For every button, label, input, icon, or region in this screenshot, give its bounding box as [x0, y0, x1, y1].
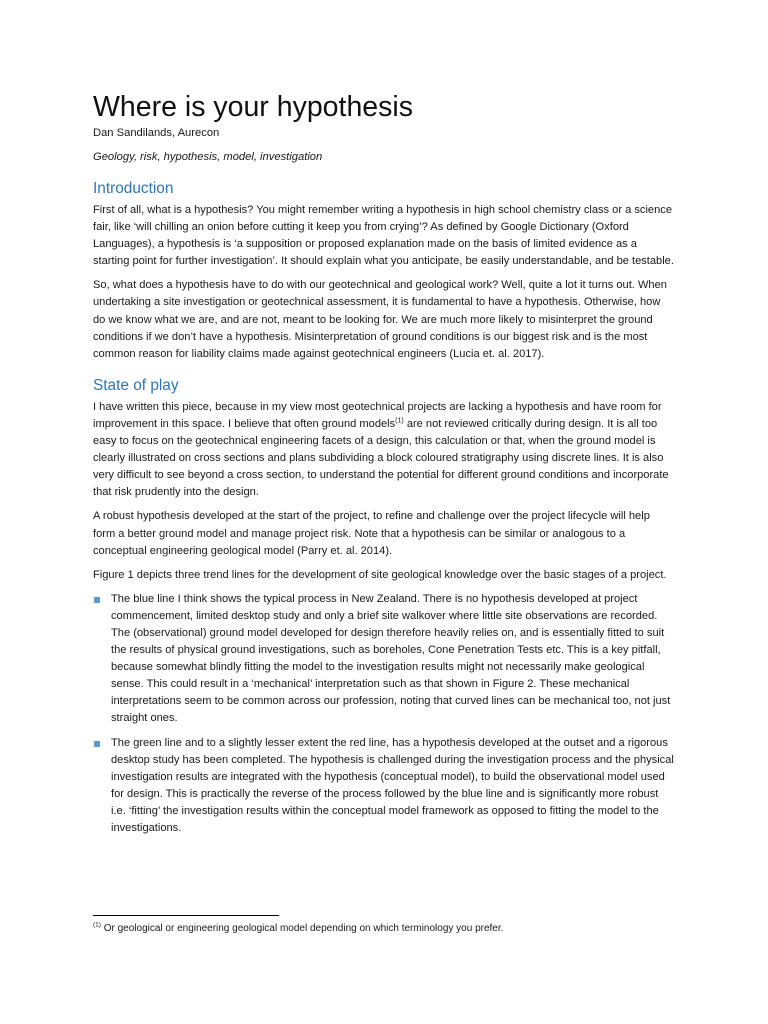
keywords-line: Geology, risk, hypothesis, model, investigation — [93, 151, 323, 163]
bullet-text: The blue line I think shows the typical process in New Zealand. There is no hypothesis developed at project commencement, limited desktop study and only a brief site walkover where little site observations are recorded. The (observational) ground model developed for design therefore heavily relies on, and is essentially fitted to suit the results of physical ground investigations, such as boreholes, Cone Penetration Tests etc. This is a key pitfall, because somewhat blindly fitting the model to the investigation results might not necessarily make geological sense. This could result in a ‘mechanical’ interpretation such as that shown in Figure 2. These mechanical interpretations seem to be common across our profession, noting that curved lines can be mechanical too, not just straight ones. — [111, 592, 671, 725]
square-bullet-icon — [94, 741, 100, 747]
state-paragraph-2: A robust hypothesis developed at the start of the project, to refine and challenge over the project lifecycle will help form a better ground model and manage project risk. Note that a hypothesis can be similar or analogous to a conceptual engineering geological model (Parry et. al. 2014). — [93, 510, 650, 557]
intro-paragraph-2: So, what does a hypothesis have to do with our geotechnical and geological work? Well, quite a lot it turns out. When undertaking a site investigation or geotechnical assessment, it is fundamental to have a hypothesis. Otherwise, how do we know what we are, and are not, meant to be looking for. We are much more likely to misinterpret the ground conditions if we don’t have a hypothesis. Misinterpretation of ground conditions is our biggest risk and is the most common reason for liability claims made against geotechnical engineers (Lucia et. al. 2017). — [93, 279, 667, 360]
document-page — [93, 88, 675, 844]
state-paragraph-1-end: are not reviewed critically during design. It is all too easy to focus on the geotechnical engineering facets of a design, this calculation or that, when the ground model is clearly illustrated on cross sections and plans subdividing a block coloured stratigraphy using discrete lines. It is also very difficult to see beyond a cross section, to understand the potential for different ground conditions and incorporate that risk prudently into the design. — [93, 417, 669, 499]
footnote-marker: (1) — [93, 921, 101, 929]
footnote-text: Or geological or engineering geological model depending on which terminology you prefer. — [100, 923, 504, 934]
section-heading-state-of-play: State of play — [93, 376, 179, 394]
bullet-item-blue-line — [93, 591, 675, 728]
bullet-text: The green line and to a slightly lesser extent the red line, has a hypothesis developed at the outset and a rigorous desktop study has been completed. The hypothesis is challenged during the investigation process and the physical investigation results are integrated with the hypothesis (conceptual model), to build the observational model used for design. This is practically the reverse of the process followed by the blue line and is significantly more robust i.e. ‘fitting’ the investigation results within the conceptual model framework as opposed to fitting the model to the investigations. — [111, 736, 674, 834]
footnote-reference[interactable]: (1) — [395, 417, 404, 425]
document-title: Where is your hypothesis — [93, 91, 413, 123]
footnote — [93, 922, 683, 936]
bullet-list — [93, 591, 675, 837]
square-bullet-icon — [94, 597, 100, 603]
state-paragraph-1-start: I have written this piece, because in my view most geotechnical projects are lacking a hypothesis and have room for improvement in this space. I believe that often ground models — [93, 400, 662, 430]
bullet-item-green-line — [93, 735, 675, 838]
section-heading-introduction: Introduction — [93, 180, 174, 197]
footnote-separator — [93, 915, 279, 916]
state-paragraph-3: Figure 1 depicts three trend lines for the development of site geological knowledge over the basic stages of a project. — [93, 568, 667, 581]
intro-paragraph-1: First of all, what is a hypothesis? You might remember writing a hypothesis in high school chemistry class or a science fair, like ‘will chilling an onion before cutting it keep you from crying’? As defined by Google Dictionary (Oxford Languages), a hypothesis is ‘a supposition or proposed explanation made on the basis of limited evidence as a starting point for further investigation’. It should explain what you anticipate, be easily understandable, and be testable. — [93, 204, 674, 268]
state-paragraph-1 — [93, 399, 675, 502]
author-line: Dan Sandilands, Aurecon — [93, 127, 220, 139]
